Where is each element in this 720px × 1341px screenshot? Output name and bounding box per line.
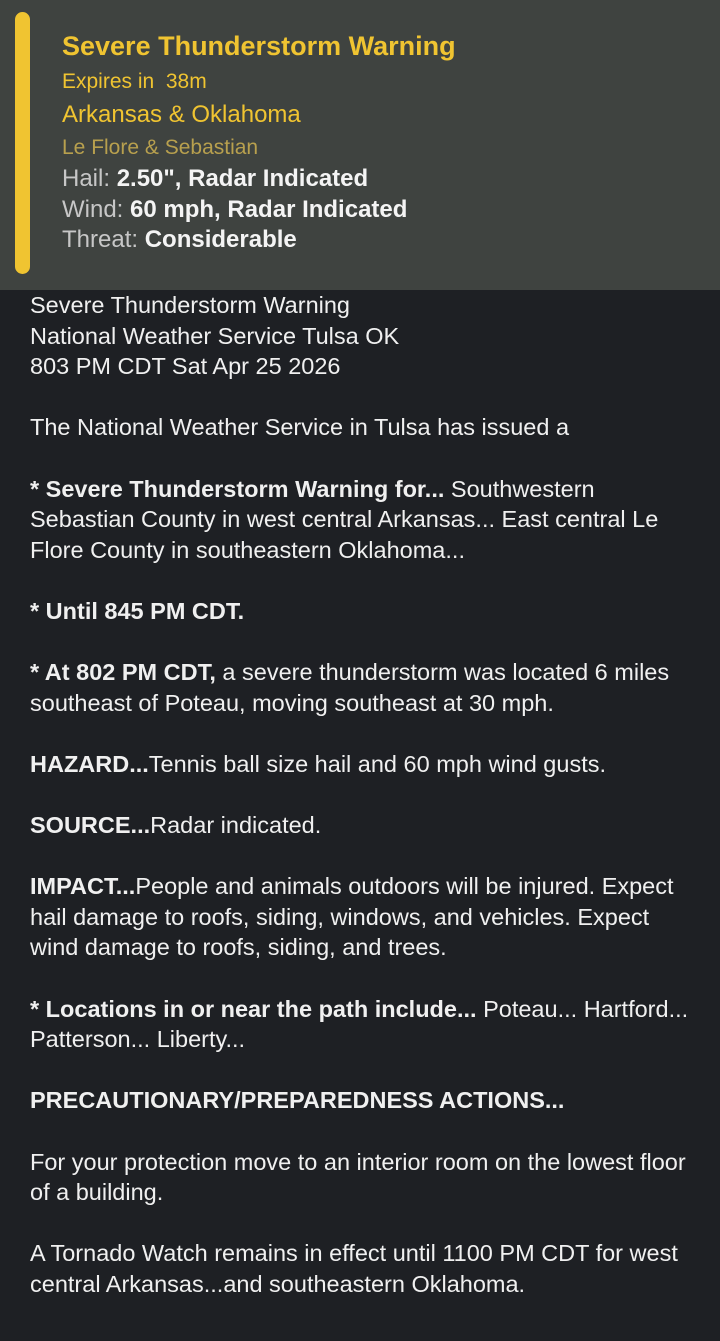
hail-value: 2.50", Radar Indicated xyxy=(116,165,369,192)
alert-title: Severe Thunderstorm Warning xyxy=(62,31,456,61)
wind-row xyxy=(62,195,700,226)
source-text: Radar indicated. xyxy=(150,812,322,839)
bulletin-office: National Weather Service Tulsa OK xyxy=(30,322,400,349)
hail-label: Hail: xyxy=(62,165,117,192)
warning-for-paragraph xyxy=(30,474,700,566)
bulletin-issued: The National Weather Service in Tulsa has issued a xyxy=(30,414,570,441)
severity-accent-bar xyxy=(15,12,30,274)
wind-value: 60 mph, Radar Indicated xyxy=(130,195,408,223)
alert-region: Arkansas & Oklahoma xyxy=(62,101,301,128)
wind-label: Wind: xyxy=(62,195,131,223)
actions-heading: PRECAUTIONARY/PREPAREDNESS ACTIONS... xyxy=(30,1087,565,1114)
alert-counties: Le Flore & Sebastian xyxy=(62,136,259,159)
storm-location-text: a severe thunderstorm was located 6 miles southeast of Poteau, moving southeast at 30 mph. xyxy=(30,659,670,716)
threat-row xyxy=(62,225,700,256)
storm-location-paragraph xyxy=(30,657,700,718)
bulletin-timestamp: 803 PM CDT Sat Apr 25 2026 xyxy=(30,353,341,380)
until-paragraph: * Until 845 PM CDT. xyxy=(30,597,245,624)
threat-value: Considerable xyxy=(144,226,297,253)
locations-text: Poteau... Hartford... Patterson... Liberty... xyxy=(30,995,689,1053)
hail-row xyxy=(62,164,700,195)
warning-for-label: * Severe Thunderstorm Warning for... xyxy=(30,475,445,502)
tornado-watch-paragraph: A Tornado Watch remains in effect until 1100 PM CDT for west central Arkansas...and southeastern Oklahoma. xyxy=(30,1240,678,1297)
protection-paragraph: For your protection move to an interior room on the lowest floor of a building. xyxy=(30,1148,686,1206)
bulletin-body xyxy=(30,290,700,1330)
alert-expires: Expires in 38m xyxy=(62,70,207,93)
storm-time-label: * At 802 PM CDT, xyxy=(30,659,216,686)
source-paragraph xyxy=(30,810,700,841)
impact-paragraph xyxy=(30,871,700,963)
alert-summary-text xyxy=(62,28,700,256)
warning-for-text: Southwestern Sebastian County in west central Arkansas... East central Le Flore County in southeastern Oklahoma... xyxy=(30,475,659,563)
bulletin-heading xyxy=(30,290,700,382)
locations-label: * Locations in or near the path include... xyxy=(30,995,477,1022)
alert-summary-card[interactable] xyxy=(0,0,720,290)
bulletin-type: Severe Thunderstorm Warning xyxy=(30,292,351,318)
threat-label: Threat: xyxy=(62,226,145,253)
impact-label: IMPACT... xyxy=(30,873,136,900)
impact-text: People and animals outdoors will be injured. Expect hail damage to roofs, siding, windows, and vehicles. Expect wind damage to roofs, siding, and trees. xyxy=(30,873,674,961)
hazard-paragraph xyxy=(30,749,700,780)
hazard-text: Tennis ball size hail and 60 mph wind gusts. xyxy=(148,750,607,777)
hazard-label: HAZARD... xyxy=(30,750,149,777)
source-label: SOURCE... xyxy=(30,812,151,839)
locations-paragraph xyxy=(30,994,700,1055)
